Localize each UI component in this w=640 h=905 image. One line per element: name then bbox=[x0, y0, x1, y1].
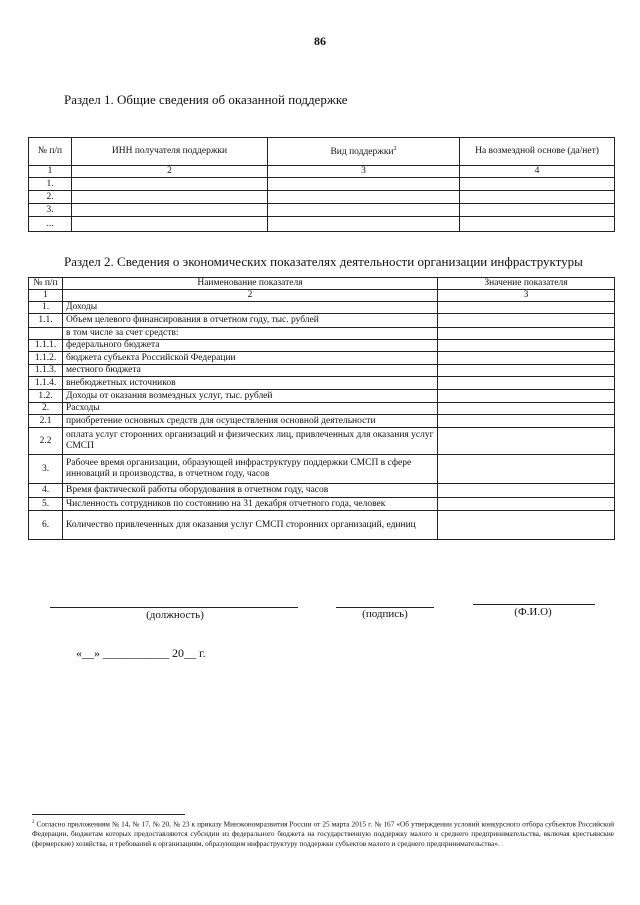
table-row bbox=[29, 217, 615, 232]
row-number: 1. bbox=[29, 178, 72, 191]
cell[interactable] bbox=[268, 178, 460, 191]
header-cell: № п/п bbox=[29, 138, 72, 166]
cell[interactable] bbox=[460, 178, 615, 191]
row-number: 2. bbox=[29, 191, 72, 204]
table-row bbox=[29, 498, 615, 511]
row-number: 3. bbox=[29, 204, 72, 217]
row-number: 1.1.3. bbox=[29, 365, 63, 377]
indicator-name: приобретение основных средств для осуществления основной деятельности bbox=[63, 415, 438, 428]
indicator-name: Доходы от оказания возмездных услуг, тыс. рублей bbox=[63, 390, 438, 403]
row-number: 2.1 bbox=[29, 415, 63, 428]
row-number: 1.1.4. bbox=[29, 377, 63, 390]
table-row bbox=[29, 428, 615, 455]
indicator-name: бюджета субъекта Российской Федерации bbox=[63, 352, 438, 365]
cell[interactable] bbox=[72, 178, 268, 191]
col-number: 2 bbox=[63, 290, 438, 302]
footnote-divider bbox=[32, 814, 185, 815]
cell[interactable] bbox=[268, 217, 460, 232]
section1-title: Раздел 1. Общие сведения об оказанной поддержке bbox=[64, 92, 348, 107]
table-row bbox=[29, 415, 615, 428]
header-cell: Наименование показателя bbox=[63, 278, 438, 290]
page-number: 86 bbox=[314, 34, 326, 48]
table-row bbox=[29, 484, 615, 498]
indicator-value-cell[interactable] bbox=[438, 390, 615, 403]
table-row bbox=[29, 365, 615, 377]
row-number: 1.1.1. bbox=[29, 340, 63, 352]
indicator-value-cell[interactable] bbox=[438, 498, 615, 511]
col-number: 1 bbox=[29, 166, 72, 178]
table-row bbox=[29, 455, 615, 484]
row-number: 3. bbox=[29, 455, 63, 484]
indicator-value-cell[interactable] bbox=[438, 328, 615, 340]
indicator-name: оплата услуг сторонних организаций и физических лиц, привлеченных для оказания услуг СМСП bbox=[63, 428, 438, 455]
table-row bbox=[29, 340, 615, 352]
cell[interactable] bbox=[72, 217, 268, 232]
cell[interactable] bbox=[268, 191, 460, 204]
row-number: 1.2. bbox=[29, 390, 63, 403]
indicator-name: Объем целевого финансирования в отчетном году, тыс. рублей bbox=[63, 314, 438, 328]
col-number: 3 bbox=[438, 290, 615, 302]
indicator-name: федерального бюджета bbox=[63, 340, 438, 352]
signature-label: (подпись) bbox=[362, 608, 408, 620]
row-number: 2.2 bbox=[29, 428, 63, 455]
indicator-name: Количество привлеченных для оказания услуг СМСП сторонних организаций, единиц bbox=[63, 511, 438, 540]
table-row bbox=[29, 314, 615, 328]
date-line: «__» ___________ 20__ г. bbox=[76, 646, 206, 660]
indicator-value-cell[interactable] bbox=[438, 314, 615, 328]
cell[interactable] bbox=[72, 191, 268, 204]
cell[interactable] bbox=[268, 204, 460, 217]
indicator-name: местного бюджета bbox=[63, 365, 438, 377]
indicator-name: Время фактической работы оборудования в отчетном году, часов bbox=[63, 484, 438, 498]
section2-title: Раздел 2. Сведения о экономических показателях деятельности организации инфраструктуры bbox=[64, 254, 583, 269]
position-line[interactable] bbox=[50, 607, 298, 608]
table-row bbox=[29, 302, 615, 314]
footnote: $^2$ Согласно приложениям № 14, № 17, № 20, № 23 к приказу Минэкономразвития России от 25 марта 2015 г. № 167 «Об утверждении условий конкурсного отбора субъектов Российской Федерации, бюджетам которых предоставляются субсидии из федерального бюджета на государственную поддержку малого и среднего предпринимательства, включая крестьянские (фермерские) хозяйства, и требований к организациям, образующим инфраструктуру поддержки субъектов малого и среднего предпринимательства». bbox=[32, 819, 614, 849]
indicator-value-cell[interactable] bbox=[438, 484, 615, 498]
indicator-value-cell[interactable] bbox=[438, 511, 615, 540]
row-number: 1.1. bbox=[29, 314, 63, 328]
indicator-value-cell[interactable] bbox=[438, 365, 615, 377]
table-row bbox=[29, 191, 615, 204]
indicator-name: в том числе за счет средств: bbox=[63, 328, 438, 340]
col-number: 2 bbox=[72, 166, 268, 178]
header-cell: Вид поддержки$^2$ bbox=[268, 138, 460, 166]
indicator-name: внебюджетных источников bbox=[63, 377, 438, 390]
position-label: (должность) bbox=[146, 609, 204, 621]
indicator-value-cell[interactable] bbox=[438, 340, 615, 352]
cell[interactable] bbox=[460, 217, 615, 232]
table-row bbox=[29, 390, 615, 403]
row-number: 1.1.2. bbox=[29, 352, 63, 365]
support-table bbox=[28, 137, 615, 232]
row-number bbox=[29, 328, 63, 340]
row-number: 6. bbox=[29, 511, 63, 540]
indicator-name: Рабочее время организации, образующей инфраструктуру поддержки СМСП в сфере инноваций и производства, в отчетном году, часов bbox=[63, 455, 438, 484]
indicator-value-cell[interactable] bbox=[438, 455, 615, 484]
row-number: ... bbox=[29, 217, 72, 232]
row-number: 2. bbox=[29, 403, 63, 415]
indicator-name: Расходы bbox=[63, 403, 438, 415]
row-number: 1. bbox=[29, 302, 63, 314]
header-cell: № п/п bbox=[29, 278, 63, 290]
indicator-name: Доходы bbox=[63, 302, 438, 314]
table-row bbox=[29, 178, 615, 191]
header-cell: ИНН получателя поддержки bbox=[72, 138, 268, 166]
cell[interactable] bbox=[72, 204, 268, 217]
col-number: 3 bbox=[268, 166, 460, 178]
table-row bbox=[29, 204, 615, 217]
table-row bbox=[29, 352, 615, 365]
header-cell: На возмездной основе (да/нет) bbox=[460, 138, 615, 166]
col-number: 1 bbox=[29, 290, 63, 302]
indicator-value-cell[interactable] bbox=[438, 428, 615, 455]
indicator-name: Численность сотрудников по состоянию на 31 декабря отчетного года, человек bbox=[63, 498, 438, 511]
indicator-value-cell[interactable] bbox=[438, 352, 615, 365]
table-row bbox=[29, 328, 615, 340]
indicators-table bbox=[28, 277, 615, 540]
indicator-value-cell[interactable] bbox=[438, 377, 615, 390]
cell[interactable] bbox=[460, 204, 615, 217]
row-number: 4. bbox=[29, 484, 63, 498]
cell[interactable] bbox=[460, 191, 615, 204]
indicator-value-cell[interactable] bbox=[438, 302, 615, 314]
table-row bbox=[29, 377, 615, 390]
header-cell: Значение показателя bbox=[438, 278, 615, 290]
col-number: 4 bbox=[460, 166, 615, 178]
table-row bbox=[29, 511, 615, 540]
indicator-value-cell[interactable] bbox=[438, 403, 615, 415]
table-row bbox=[29, 403, 615, 415]
indicator-value-cell[interactable] bbox=[438, 415, 615, 428]
name-line[interactable] bbox=[473, 604, 595, 605]
name-label: (Ф.И.О) bbox=[514, 606, 552, 618]
row-number: 5. bbox=[29, 498, 63, 511]
